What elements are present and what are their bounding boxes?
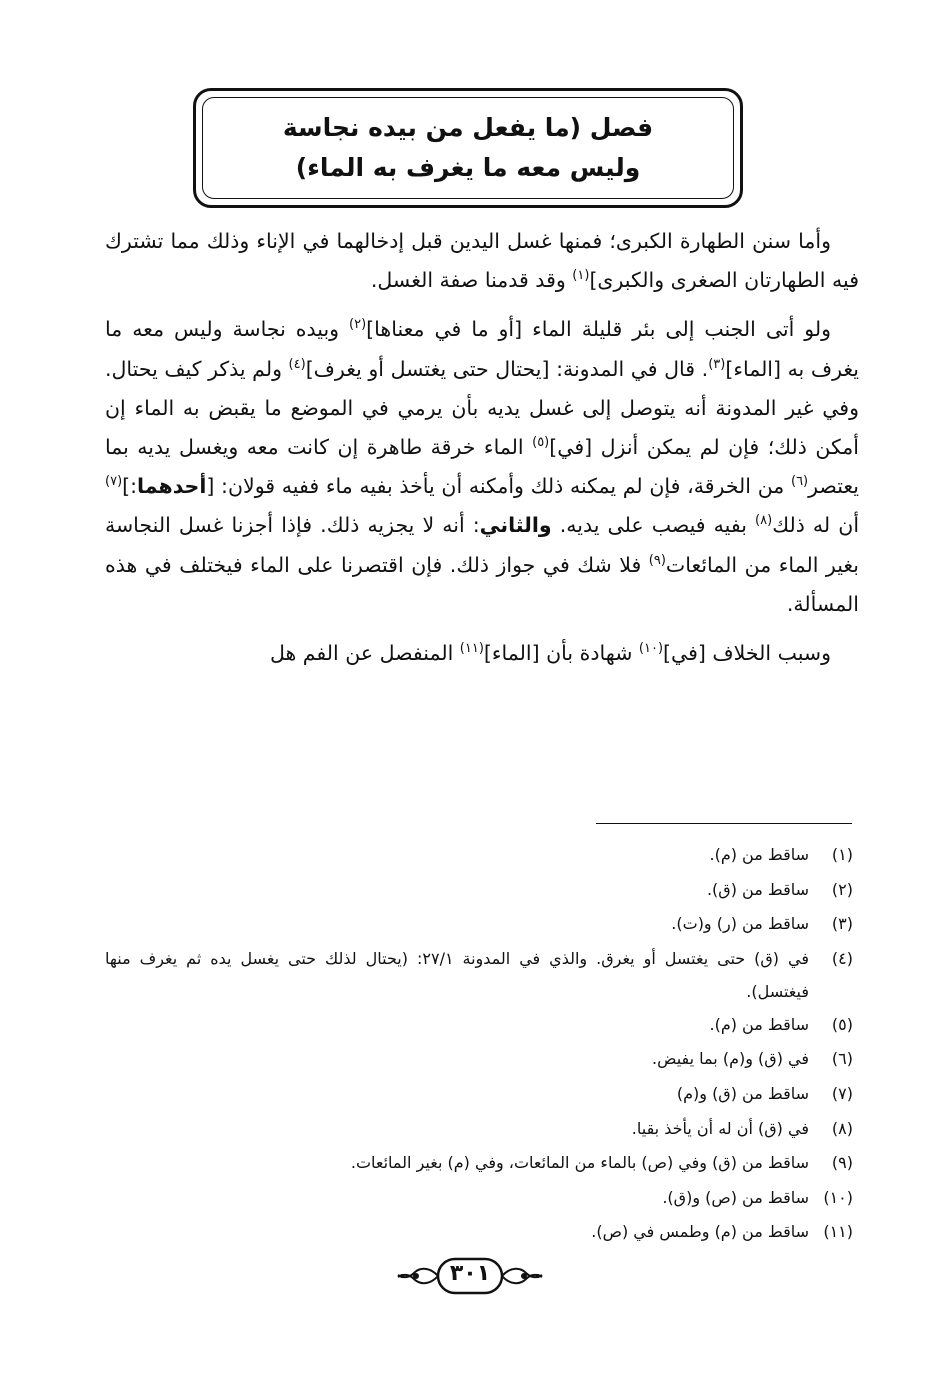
footnote-item <box>105 1112 853 1147</box>
footnote-number: (٥) <box>831 1014 853 1034</box>
footnote-text: ساقط من (ق). <box>706 879 809 899</box>
text-run: فلا شك في جواز ذلك. فإن اقتصرنا على الماء فيختلف في هذه المسألة. <box>105 552 859 616</box>
footnote-ref-11: (١١) <box>459 641 484 657</box>
footnote-number: (١١) <box>823 1222 853 1242</box>
footnote-text: في (ق) حتى يغتسل أو يغرق. والذي في المدونة ٢٧/١: (يحتال لذلك حتى يغسل يده ثم يغرف منها فيغتسل). <box>105 948 810 1001</box>
footnote-item <box>105 838 853 873</box>
footnote-text: ساقط من (م). <box>709 845 809 864</box>
footnote-item <box>105 907 853 942</box>
footnote-number: (١٠) <box>823 1187 853 1207</box>
chapter-title-frame <box>193 88 743 208</box>
footnote-text: في (ق) أن له أن يأخذ بقيا. <box>631 1118 809 1138</box>
text-run: : أنه لا يجزيه ذلك. فإذا أجزنا غسل النجاسة بغير الماء من المائعات <box>105 513 859 577</box>
footnote-item <box>105 873 853 908</box>
footnote-item <box>105 1077 853 1112</box>
footnote-text: ساقط من (ق) وفي (ص) بالماء من المائعات، وفي (م) بغير المائعات. <box>350 1153 809 1173</box>
footnote-text: ساقط من (م). <box>709 1014 809 1034</box>
footnote-ref-3: (٣) <box>708 356 726 372</box>
text-run: المنفصل عن الفم هل <box>269 641 460 666</box>
footnote-ref-1: (١) <box>572 268 590 284</box>
text-run: أن له ذلك <box>772 513 860 538</box>
text-run: من الخرقة، فإن لم يمكنه ذلك وأمكنه أن يأخذ بفيه ماء ففيه قولان: [ <box>206 474 791 499</box>
footnote-ref-10: (١٠) <box>638 641 664 657</box>
footnote-separator <box>596 823 852 824</box>
footnote-item <box>105 1008 853 1043</box>
text-run: ولو أتى الجنب إلى بئر قليلة الماء [أو ما في معناها] <box>366 317 832 342</box>
chapter-title <box>202 97 734 199</box>
paragraph-2 <box>105 310 859 624</box>
footnote-item <box>105 1042 853 1077</box>
footnote-ref-5: (٥) <box>532 435 550 451</box>
text-run: وبيده نجاسة وليس معه ما يغرف به [الماء] <box>105 317 859 381</box>
footnote-text: ساقط من (م) وطمس في (ص). <box>591 1222 809 1242</box>
footnote-text: في (ق) و(م) بما يفيض. <box>652 1049 809 1069</box>
footnote-number: (١) <box>831 845 853 864</box>
footnote-number: (٣) <box>831 914 853 934</box>
footnote-item <box>105 1146 853 1181</box>
footnote-text: ساقط من (ص) و(ق). <box>662 1187 809 1207</box>
footnote-ref-6: (٦) <box>790 474 809 490</box>
paragraph-1 <box>105 222 859 300</box>
chapter-title-line-1: فصل (ما يفعل من بيده نجاسة <box>282 113 654 142</box>
footnote-ref-2: (٢) <box>349 317 367 333</box>
text-run: بفيه فيصب على يديه. <box>551 513 756 538</box>
footnotes <box>105 838 853 1250</box>
bold-term-first: أحدهما <box>137 474 207 499</box>
footnote-text: ساقط من (ق) و(م) <box>676 1083 809 1103</box>
page-number: ٣٠١ <box>449 1261 491 1286</box>
main-text <box>105 222 859 673</box>
footnote-item <box>105 1181 853 1216</box>
footnote-text: ساقط من (ر) و(ت). <box>671 914 809 934</box>
footnote-number: (٦) <box>831 1049 853 1069</box>
footnote-item <box>105 942 853 1008</box>
text-run: الماء خرقة طاهرة إن كانت معه ويغسل يديه بما يعتصر <box>105 435 859 499</box>
chapter-title-line-2: وليس معه ما يغرف به الماء) <box>295 153 641 182</box>
footnote-ref-9: (٩) <box>648 552 666 568</box>
bold-term-second: والثاني <box>479 513 552 538</box>
footnote-ref-8: (٨) <box>755 513 773 529</box>
text-run: وقد قدمنا صفة الغسل. <box>370 268 573 293</box>
footnote-number: (٧) <box>831 1083 853 1103</box>
footnote-number: (٩) <box>831 1153 853 1173</box>
footnote-number: (٤) <box>831 948 853 968</box>
footnote-ref-7: (٧) <box>105 474 123 490</box>
text-run: . قال في المدونة: [يحتال حتى يغتسل أو يغرف] <box>305 356 709 381</box>
text-run: :] <box>122 474 138 499</box>
footnote-number: (٢) <box>831 879 853 899</box>
footnote-number: (٨) <box>831 1118 853 1138</box>
text-run: شهادة بأن [الماء] <box>483 641 639 666</box>
text-run: وسبب الخلاف [في] <box>663 641 831 666</box>
footnote-item <box>105 1215 853 1250</box>
paragraph-3 <box>105 634 859 673</box>
footnote-ref-4: (٤) <box>288 356 306 372</box>
text-run: ولم يذكر كيف يحتال. وفي غير المدونة أنه يتوصل إلى غسل يديه بأن يرمي في الموضع ما يقبض به الماء إن أمكن ذلك؛ فإن لم يمكن أنزل [في] <box>105 356 859 460</box>
text-run: وأما سنن الطهارة الكبرى؛ فمنها غسل اليدين قبل إدخالهما في الإناء وذلك مما تشترك فيه الطهارتان الصغرى والكبرى] <box>105 229 859 293</box>
